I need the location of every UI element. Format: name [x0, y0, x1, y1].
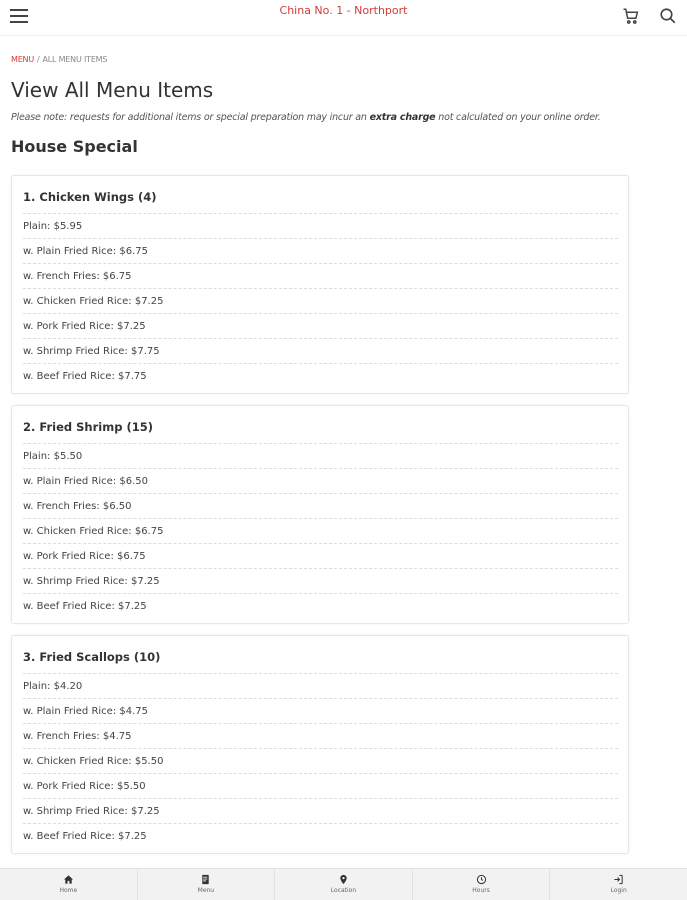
price-option[interactable]: w. Pork Fried Rice: $5.50 [23, 774, 618, 799]
breadcrumb-menu-link[interactable]: MENU [11, 55, 34, 64]
page-title: View All Menu Items [11, 78, 214, 102]
location-pin-icon [338, 874, 349, 885]
price-option[interactable]: w. Pork Fried Rice: $6.75 [23, 544, 618, 569]
clock-icon [476, 874, 487, 885]
menu-item-card [11, 405, 629, 624]
nav-home-label: Home [59, 887, 78, 894]
login-icon [613, 874, 624, 885]
price-option[interactable]: w. Chicken Fried Rice: $7.25 [23, 289, 618, 314]
price-option[interactable]: Plain: $5.50 [23, 444, 618, 469]
price-option[interactable]: w. Beef Fried Rice: $7.75 [23, 371, 147, 382]
nav-menu-label: Menu [197, 887, 215, 894]
restaurant-title[interactable]: China No. 1 - Northport [279, 4, 408, 17]
search-icon[interactable] [659, 7, 677, 25]
price-option[interactable]: w. Beef Fried Rice: $7.25 [23, 601, 147, 612]
breadcrumb-current: ALL MENU ITEMS [42, 55, 108, 64]
price-option[interactable]: w. Plain Fried Rice: $6.75 [23, 239, 618, 264]
price-option[interactable]: Plain: $5.95 [23, 214, 618, 239]
note-prefix: Please note: requests for additional items or special preparation may incur an [11, 112, 367, 123]
note-emphasis: extra charge [369, 112, 436, 123]
menu-item-title[interactable]: 2. Fried Shrimp (15) [23, 406, 618, 444]
menu-book-icon [200, 874, 211, 885]
nav-menu[interactable] [138, 869, 276, 900]
price-option[interactable]: w. Shrimp Fried Rice: $7.25 [23, 799, 618, 824]
price-option[interactable]: w. Plain Fried Rice: $6.50 [23, 469, 618, 494]
nav-hours-label: Hours [472, 887, 490, 894]
price-option[interactable]: w. French Fries: $4.75 [23, 724, 618, 749]
price-option[interactable]: w. Plain Fried Rice: $4.75 [23, 699, 618, 724]
home-icon [63, 874, 74, 885]
price-option[interactable]: w. Pork Fried Rice: $7.25 [23, 314, 618, 339]
price-option[interactable]: w. Chicken Fried Rice: $6.75 [23, 519, 618, 544]
menu-item-title[interactable]: 3. Fried Scallops (10) [23, 636, 618, 674]
section-title: House Special [11, 137, 138, 156]
nav-home[interactable] [0, 869, 138, 900]
bottom-nav [0, 868, 687, 900]
breadcrumb [11, 55, 631, 64]
nav-location-label: Location [330, 887, 357, 894]
breadcrumb-separator: / [37, 55, 40, 64]
nav-login-label: Login [610, 887, 627, 894]
price-option[interactable]: w. French Fries: $6.50 [23, 494, 618, 519]
nav-hours[interactable] [413, 869, 551, 900]
menu-item-card [11, 175, 629, 394]
price-option[interactable]: w. French Fries: $6.75 [23, 264, 618, 289]
top-bar [0, 0, 687, 36]
price-option[interactable]: w. Chicken Fried Rice: $5.50 [23, 749, 618, 774]
note-suffix: not calculated on your online order. [438, 112, 601, 123]
price-option[interactable]: Plain: $4.20 [23, 674, 618, 699]
order-note [11, 112, 631, 123]
cart-icon[interactable] [622, 7, 640, 25]
nav-location[interactable] [275, 869, 413, 900]
main-content [11, 36, 631, 854]
price-option[interactable]: w. Shrimp Fried Rice: $7.25 [23, 569, 618, 594]
price-option[interactable]: w. Beef Fried Rice: $7.25 [23, 831, 147, 842]
menu-item-card [11, 635, 629, 854]
menu-item-list [11, 175, 631, 854]
nav-login[interactable] [550, 869, 687, 900]
menu-item-title[interactable]: 1. Chicken Wings (4) [23, 176, 618, 214]
price-option[interactable]: w. Shrimp Fried Rice: $7.75 [23, 339, 618, 364]
